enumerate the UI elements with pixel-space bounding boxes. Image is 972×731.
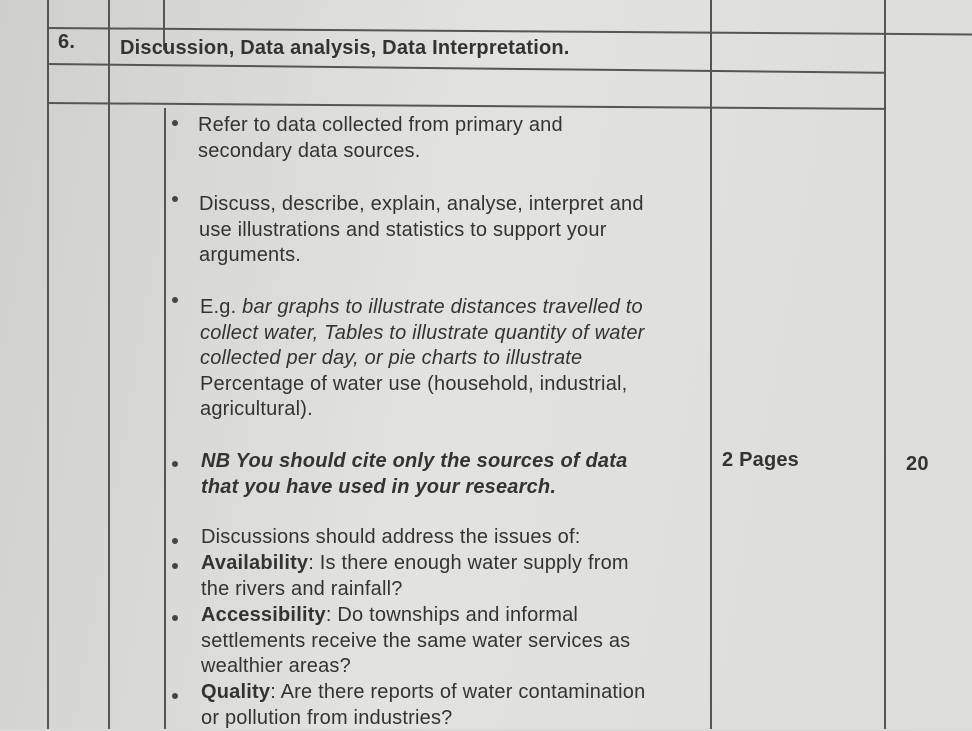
bullet-icon	[172, 461, 178, 467]
list-item: Discussions should address the issues of:	[201, 526, 581, 548]
bullet-icon	[172, 538, 178, 544]
list-item: Discuss, describe, explain, analyse, interpret and use illustrations and statistics to support your arguments.	[199, 193, 644, 267]
bullet-icon	[172, 120, 178, 126]
bullet-icon	[172, 563, 178, 569]
bullet-icon	[172, 297, 178, 303]
list-item: NB You should cite only the sources of data that you have used in your research.	[201, 450, 628, 498]
marks: 20	[906, 453, 929, 475]
list-item: E.g. bar graphs to illustrate distances travelled to collect water, Tables to illustrate quantity of water collected per day, or pie charts to illustrate Percentage of water use (household, industrial, agricultural).	[200, 296, 645, 421]
bullet-icon	[172, 693, 178, 699]
page-count: 2 Pages	[722, 449, 800, 471]
list-item: Refer to data collected from primary and secondary data sources.	[198, 114, 563, 162]
list-item: Availability: Is there enough water supply from the rivers and rainfall?	[201, 552, 629, 600]
list-item: Quality: Are there reports of water contamination or pollution from industries?	[201, 681, 646, 729]
section-title: Discussion, Data analysis, Data Interpretation.	[120, 37, 570, 59]
bullet-icon	[172, 196, 178, 202]
row-number: 6.	[58, 31, 76, 53]
list-item: Accessibility: Do townships and informal settlements receive the same water services as wealthier areas?	[201, 604, 631, 678]
bullet-icon	[172, 615, 178, 621]
